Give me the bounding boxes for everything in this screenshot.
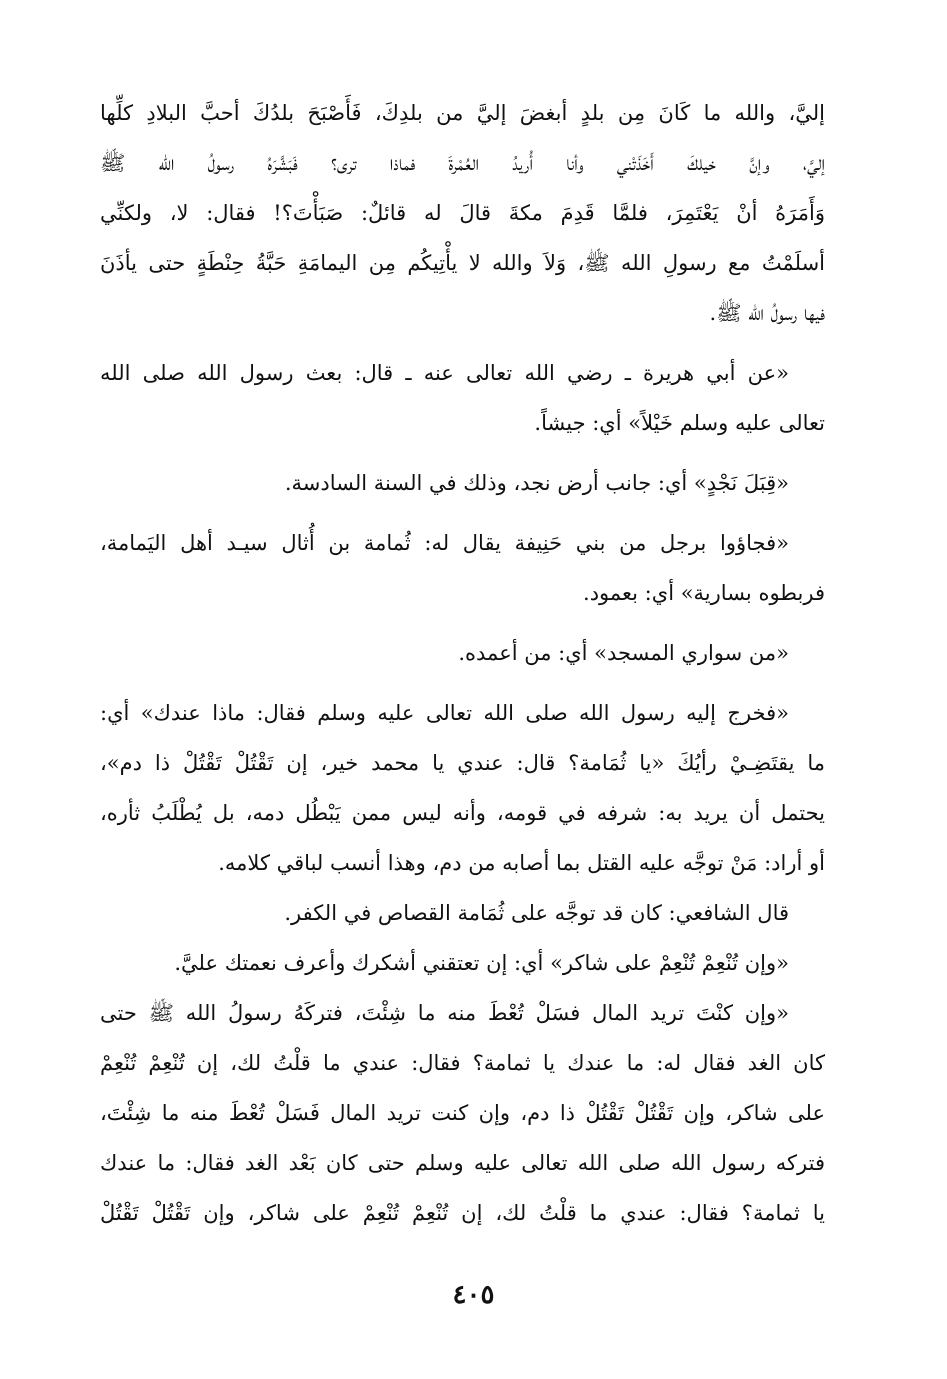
text-line: يا ثمامة؟ فقال: عندي ما قلْتُ لك، إن تُنْعِمْ تُنْعِمْ على شاكر، وإن تَقْتُلْ تَقْتُلْ (100, 1201, 825, 1225)
page-body (100, 88, 825, 1278)
text-line: فيها رسولُ الله ﷺ. (709, 301, 825, 325)
text-line: يحتمل أن يريد به: شرفه في قومه، وأنه ليس ممن يَبْطُل دمه، بل يُطْلَبُ ثأره، (100, 801, 825, 825)
paragraph (100, 518, 825, 618)
paragraph (100, 688, 825, 888)
text-line: قال الشافعي: كان قد توجَّه على ثُمَامة القصاص في الكفر. (284, 901, 789, 925)
paragraph (100, 988, 825, 1238)
text-line: ما يقتَضِـيْ رأيُكَ «يا ثُمَامة؟ قال: عندي يا محمد خير، إن تَقْتُلْ تَقْتُلْ ذا دم»، (100, 751, 825, 775)
text-line: «من سواري المسجد» أي: من أعمده. (458, 641, 789, 665)
text-line: فربطوه بسارية» أي: بعمود. (583, 581, 825, 605)
text-line: «فجاؤوا برجل من بني حَنِيفة يقال له: ثُمامة بن أُثال سيـد أهل اليَمامة، (100, 531, 789, 555)
paragraph (100, 348, 825, 448)
text-line: أسلَمْتُ مع رسولِ الله ﷺ، وَلاَ والله لا يأْتِيكُم مِن اليمامَةِ حَبَّةُ حِنْطَةٍ حتى يأذَنَ (100, 251, 825, 275)
text-line: «وإن كنْتَ تريد المال فسَلْ تُعْطَ منه ما شِئْتَ، فتركَهُ رسولُ الله ﷺ حتى (100, 1001, 789, 1025)
text-line: إليَّ، والله ما كَانَ مِن بلدٍ أبغضَ إليَّ من بلدِكَ، فَأَصْبَحَ بلدُكَ أحبَّ البلادِ كلِّها (100, 101, 825, 125)
text-line: «فخرج إليه رسول الله صلى الله تعالى عليه وسلم فقال: ماذا عندك» أي: (100, 701, 789, 725)
text-line: «عن أبي هريرة ـ رضي الله تعالى عنه ـ قال: بعث رسول الله صلى الله (100, 361, 789, 385)
text-line: كان الغد فقال له: ما عندك يا ثمامة؟ فقال: عندي ما قلْتُ لك، إن تُنْعِمْ تُنْعِمْ (100, 1051, 825, 1075)
page-number: ٤٠٥ (452, 1280, 495, 1310)
paragraph (100, 628, 825, 678)
text-line: «وإن تُنْعِمْ تُنْعِمْ على شاكر» أي: إن تعتقني أشكرك وأعرف نعمتك عليَّ. (174, 951, 789, 975)
paragraph (100, 88, 825, 338)
paragraph (100, 458, 825, 508)
paragraph (100, 938, 825, 988)
text-line: وَأَمَرَهُ أنْ يَعْتَمِرَ، فلمَّا قَدِمَ مكةَ قالَ له قائلٌ: صَبَأْتَ؟! فقال: لا، ولكنِّي (100, 201, 825, 225)
text-line: على شاكر، وإن تَقْتُلْ تَقْتُلْ ذا دم، وإن كنت تريد المال فَسَلْ تُعْطَ منه ما شِئْتَ، (100, 1101, 825, 1125)
text-line: تعالى عليه وسلم خَيْلاً» أي: جيشاً. (534, 411, 825, 435)
text-line: فتركه رسول الله صلى الله تعالى عليه وسلم حتى كان بَعْد الغد فقال: ما عندك (100, 1151, 825, 1175)
paragraph (100, 888, 825, 938)
text-line: «قِبَلَ نَجْدٍ» أي: جانب أرض نجد، وذلك في السنة السادسة. (284, 471, 789, 495)
text-line: إليَّ، وإنَّ خيلكَ أَخَذَتْني وأنا أُريدُ العُمْرةَ فماذا ترى؟ فَبَشَّرَهُ رسولُ الله ﷺ (100, 151, 825, 175)
text-line: أو أراد: مَنْ توجَّه عليه القتل بما أصابه من دم، وهذا أنسب لباقي كلامه. (218, 851, 825, 875)
